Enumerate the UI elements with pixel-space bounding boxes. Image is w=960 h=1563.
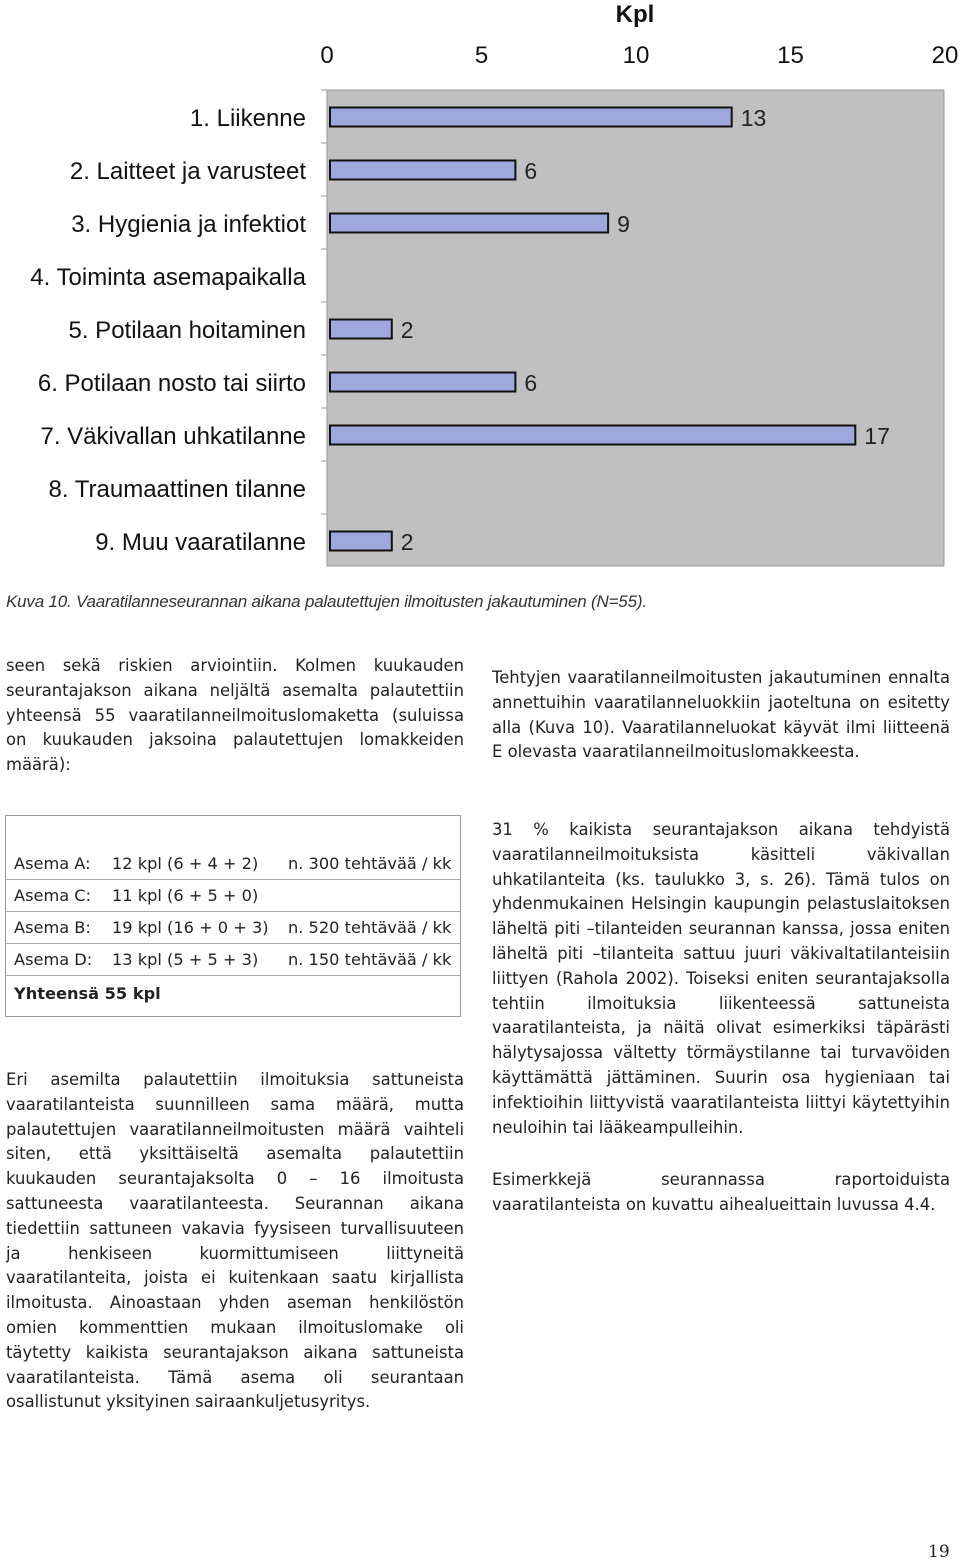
x-tick-label: 20 <box>931 42 959 69</box>
category-label: 3. Hygienia ja infektiot <box>71 211 306 238</box>
table-row <box>6 912 460 944</box>
figure-caption: Kuva 10. Vaaratilanneseurannan aikana palautettujen ilmoitusten jakautuminen (N=55). <box>6 592 647 611</box>
right-paragraph-3: Esimerkkejä seurannassa raportoiduista vaaratilanteista on kuvattu aihealueittain luvussa 4.4. <box>492 1170 950 1214</box>
x-tick-label: 5 <box>474 42 489 69</box>
bar-value-label: 2 <box>400 317 414 343</box>
bar-chart <box>0 0 960 580</box>
station-count: 11 kpl (6 + 5 + 0) <box>112 886 259 905</box>
table-row <box>6 848 460 880</box>
station-count: 19 kpl (16 + 0 + 3) <box>112 918 269 937</box>
category-label: 4. Toiminta asemapaikalla <box>30 264 306 291</box>
left-paragraph-1: seen sekä riskien arviointiin. Kolmen kuukauden seurantajakson aikana neljältä asemalta palautettiin yhteensä 55 vaaratilanneilmoituslomaketta (suluissa on kuukauden jaksoina palautettujen lomakkeiden määrä): <box>6 656 464 775</box>
chart-axis-title: Kpl <box>615 1 655 28</box>
right-paragraph-1: Tehtyjen vaaratilanneilmoitusten jakautuminen ennalta annettuihin vaaratilanneluokkiin jaoteltuna on esitetty alla (Kuva 10). Vaaratilanneluokat käyvät ilmi liitteenä E olevasta vaaratilanneilmoituslomakkeesta. <box>492 668 950 762</box>
bar <box>330 320 392 339</box>
category-label: 2. Laitteet ja varusteet <box>69 158 306 185</box>
x-tick-label: 10 <box>622 42 650 69</box>
category-label: 8. Traumaattinen tilanne <box>48 476 306 503</box>
station-table <box>5 815 461 1017</box>
x-tick-label: 15 <box>777 42 804 69</box>
bar <box>330 108 732 127</box>
table-row <box>6 880 460 912</box>
bar <box>330 161 515 180</box>
x-tick-label: 0 <box>320 42 334 69</box>
station-name: Asema B: <box>14 918 91 937</box>
right-paragraph-2: 31 % kaikista seurantajakson aikana tehdyistä vaaratilanneilmoituksista käsitteli väkivallan uhkatilanteita (ks. taulukko 3, s. 26). Tämä tulos on yhdenmukainen Helsingin kaupungin pelastuslaitoksen läheltä piti –tilanteiden seurannan kanssa, jossa eniten läheltä piti –tilanteita sattuu juuri väkivaltatilanteisiin liittyen (Rahola 2002). Toiseksi eniten seurantajaksolla tehtiin ilmoituksia liikenteessä sattuneista vaaratilanteista, ja näitä olivat esimerkiksi täpärästi hälytysajossa vältetty törmäystilanne tai turvavöiden käyttämättä jättäminen. Suurin osa hygieniaan tai infektioihin liittyvistä vaaratilanteista liittyi käytettyihin neuloihin tai lääkeampulleihin. <box>492 820 950 1137</box>
table-total: Yhteensä 55 kpl <box>14 984 161 1003</box>
station-name: Asema D: <box>14 950 93 969</box>
bar <box>330 373 515 392</box>
bar-value-label: 2 <box>400 529 414 555</box>
category-label: 9. Muu vaaratilanne <box>95 529 306 556</box>
bar-value-label: 17 <box>864 423 890 449</box>
bar-value-label: 13 <box>740 105 767 131</box>
category-label: 6. Potilaan nosto tai siirto <box>37 370 306 397</box>
station-name: Asema C: <box>14 886 92 905</box>
station-count: 13 kpl (5 + 5 + 3) <box>112 950 259 969</box>
station-tasks: n. 150 tehtävää / kk <box>288 950 452 969</box>
bar <box>330 532 392 551</box>
station-count: 12 kpl (6 + 4 + 2) <box>112 854 259 873</box>
bar-value-label: 9 <box>617 211 630 237</box>
bar-value-label: 6 <box>524 370 538 396</box>
page-number: 19 <box>928 1542 950 1562</box>
category-label: 7. Väkivallan uhkatilanne <box>40 423 306 450</box>
category-label: 5. Potilaan hoitaminen <box>68 317 306 344</box>
station-name: Asema A: <box>14 854 91 873</box>
bar-value-label: 6 <box>524 158 538 184</box>
table-row <box>6 944 460 976</box>
left-paragraph-2: Eri asemilta palautettiin ilmoituksia sattuneista vaaratilanteista suunnilleen sama määrä, mutta palautettujen vaaratilanneilmoitusten määrä vaihteli siten, että yksittäiseltä asemalta palautettiin kuukauden seurantajaksolta 0 – 16 ilmoitusta sattuneesta vaaratilanteesta. Seurannan aikana tiedettiin sattuneen vakavia fyysiseen turvallisuuteen ja henkiseen kuormittumiseen liittyneitä vaaratilanteita, joista ei kuitenkaan saatu kirjallista ilmoitusta. Ainoastaan yhden aseman henkilöstön omien kommenttien mukaan ilmoituslomake oli täytetty kaikista seurantajakson aikana sattuneista vaaratilanteista. Tämä asema oli seurantaan osallistunut yksityinen sairaankuljetusyritys. <box>6 1070 464 1412</box>
bar <box>330 426 855 445</box>
category-label: 1. Liikenne <box>189 105 306 132</box>
bar <box>330 214 608 233</box>
station-tasks: n. 520 tehtävää / kk <box>288 918 452 937</box>
station-tasks: n. 300 tehtävää / kk <box>288 854 452 873</box>
